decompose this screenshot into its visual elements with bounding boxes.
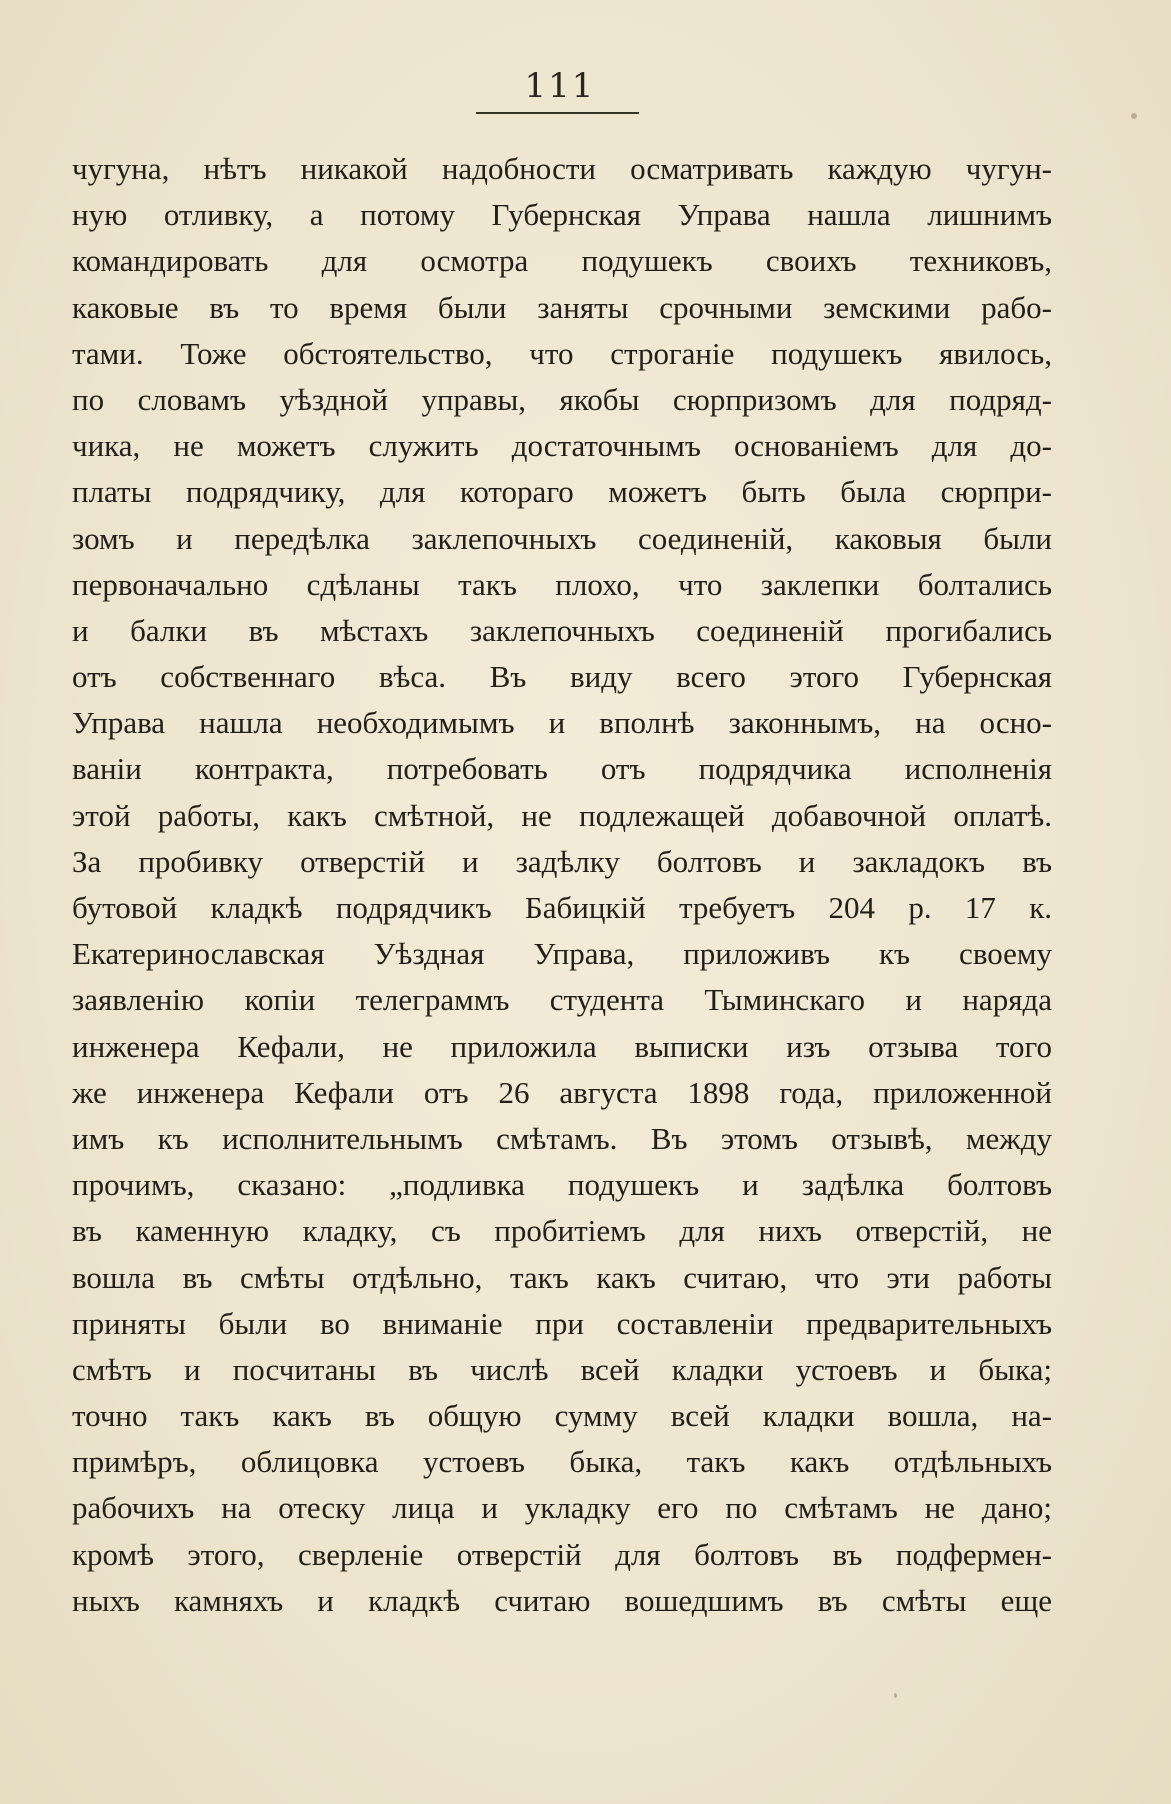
- text-line: заявленію копіи телеграммъ студента Тыминскаго и наряда: [72, 982, 1052, 1018]
- text-line: въ каменную кладку, съ пробитіемъ для нихъ отверстій, не: [72, 1213, 1052, 1249]
- paper-speck: [1131, 113, 1137, 119]
- text-line: кромѣ этого, сверленіе отверстій для болтовъ въ подфермен-: [72, 1536, 1052, 1572]
- text-line: ную отливку, а потому Губернская Управа нашла лишнимъ: [72, 197, 1052, 233]
- paper-speck: [894, 1693, 897, 1698]
- text-line: и балки въ мѣстахъ заклепочныхъ соединеній прогибались: [72, 612, 1052, 648]
- text-line: Управа нашла необходимымъ и вполнѣ законнымъ, на осно-: [72, 705, 1052, 741]
- text-line: ныхъ камняхъ и кладкѣ считаю вошедшимъ въ смѣты еще: [72, 1582, 1052, 1618]
- text-line: чика, не можетъ служить достаточнымъ основаніемъ для до-: [72, 428, 1052, 464]
- text-line: командировать для осмотра подушекъ своихъ техниковъ,: [72, 243, 1052, 279]
- text-line: чугуна, нѣтъ никакой надобности осматривать каждую чугун-: [72, 151, 1052, 186]
- text-line: же инженера Кефали отъ 26 августа 1898 года, приложенной: [72, 1074, 1052, 1110]
- text-line: тами. Тоже обстоятельство, что строганіе подушекъ явилось,: [72, 335, 1052, 371]
- text-line: точно такъ какъ въ общую сумму всей кладки вошла, на-: [72, 1398, 1052, 1434]
- text-line: бутовой кладкѣ подрядчикъ Бабицкій требуетъ 204 р. 17 к.: [72, 890, 1052, 925]
- text-line: За пробивку отверстій и задѣлку болтовъ и закладокъ въ: [72, 843, 1052, 879]
- text-line: рабочихъ на отеску лица и укладку его по смѣтамъ не дано;: [72, 1490, 1052, 1526]
- body-text: [72, 146, 1052, 1624]
- text-line: Екатеринославская Уѣздная Управа, приложивъ къ своему: [72, 936, 1052, 972]
- page-number: 111: [524, 66, 596, 106]
- text-line: по словамъ уѣздной управы, якобы сюрпризомъ для подряд-: [72, 381, 1052, 417]
- text-line: смѣтъ и посчитаны въ числѣ всей кладки устоевъ и быка;: [72, 1351, 1052, 1387]
- text-line: приняты были во вниманіе при составленіи предварительныхъ: [72, 1305, 1052, 1341]
- text-line: зомъ и передѣлка заклепочныхъ соединеній, каковыя были: [72, 520, 1052, 556]
- text-line: прочимъ, сказано: „подливка подушекъ и задѣлка болтовъ: [72, 1167, 1052, 1203]
- text-line: этой работы, какъ смѣтной, не подлежащей добавочной оплатѣ.: [72, 797, 1052, 833]
- text-line: имъ къ исполнительнымъ смѣтамъ. Въ этомъ отзывѣ, между: [72, 1120, 1052, 1156]
- text-line: первоначально сдѣланы такъ плохо, что заклепки болтались: [72, 566, 1052, 602]
- text-line: инженера Кефали, не приложила выписки изъ отзыва того: [72, 1028, 1052, 1064]
- page-number-rule: [476, 112, 639, 114]
- text-line: ваніи контракта, потребовать отъ подрядчика исполненія: [72, 751, 1052, 787]
- text-line: платы подрядчику, для котораго можетъ быть была сюрпри-: [72, 474, 1052, 510]
- text-line: вошла въ смѣты отдѣльно, такъ какъ считаю, что эти работы: [72, 1259, 1052, 1295]
- text-line: примѣръ, облицовка устоевъ быка, такъ какъ отдѣльныхъ: [72, 1444, 1052, 1480]
- text-line: отъ собственнаго вѣса. Въ виду всего этого Губернская: [72, 659, 1052, 695]
- text-line: каковые въ то время были заняты срочными земскими рабо-: [72, 289, 1052, 325]
